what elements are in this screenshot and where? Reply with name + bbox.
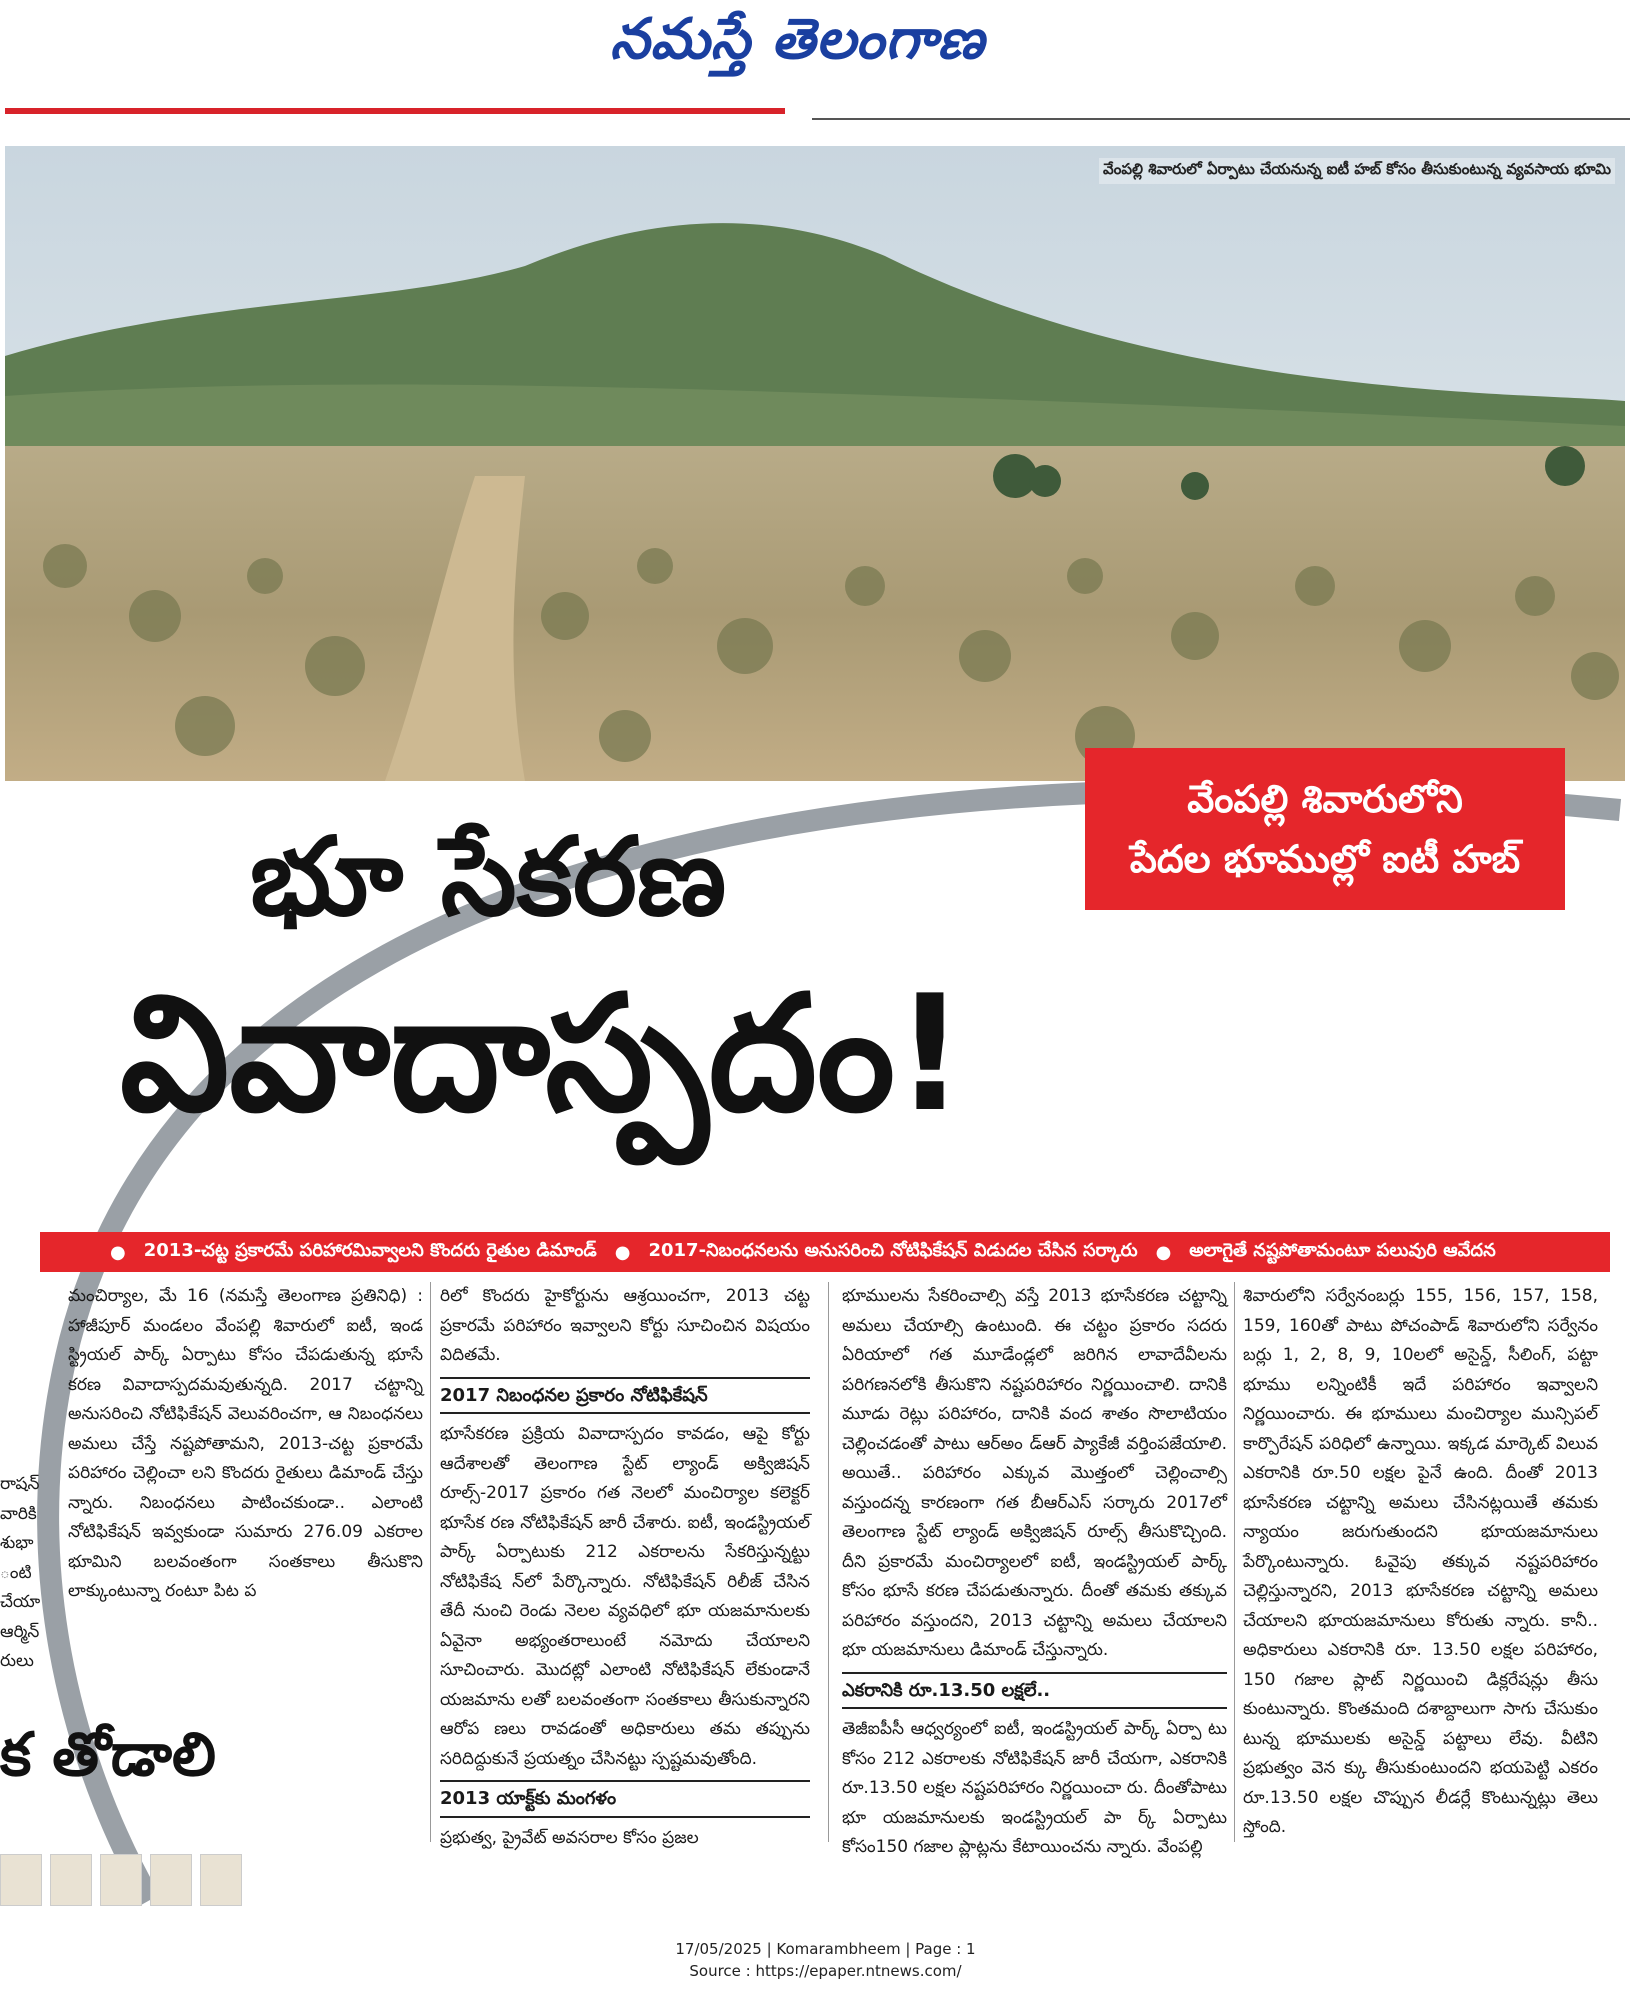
article-column-3 xyxy=(842,1282,1227,1863)
masthead-red-rule xyxy=(5,108,785,114)
deck-box xyxy=(1085,748,1565,910)
thumbnail-image xyxy=(50,1854,92,1906)
column-divider xyxy=(1234,1282,1235,1842)
fragment-line: చేయా xyxy=(0,1592,41,1612)
fragment-line: ంటి xyxy=(0,1562,32,1583)
adjacent-headline-fragment: క తోడాలి xyxy=(0,1720,216,1790)
masthead xyxy=(0,0,1651,130)
subheading: 2017 నిబంధనల ప్రకారం నోటిఫికేషన్ xyxy=(440,1377,810,1415)
footer-source-link[interactable]: Source : https://epaper.ntnews.com/ xyxy=(689,1962,962,1980)
summary-strap xyxy=(40,1232,1610,1272)
footer-edition-info: 17/05/2025 | Komarambheem | Page : 1 xyxy=(675,1940,976,1958)
subheading: ఎకరానికి రూ.13.50 లక్షలే.. xyxy=(842,1672,1227,1710)
fragment-line: శుభా xyxy=(0,1533,34,1553)
thumbnail-image xyxy=(100,1854,142,1906)
strap-item-1: 2013-చట్ట ప్రకారమే పరిహారమివ్వాలని కొందరు రైతుల డిమాండ్ xyxy=(143,1239,597,1261)
fragment-line: రాషన్ xyxy=(0,1474,40,1494)
farmland-hill-photo xyxy=(5,146,1625,781)
column-divider xyxy=(828,1282,829,1842)
strap-item-2: 2017-నిబంధనలను అనుసరించి నోటిఫికేషన్ విడుదల చేసిన సర్కారు xyxy=(648,1239,1138,1261)
adjacent-photo-strip xyxy=(0,1850,290,1910)
article-paragraph: ప్రభుత్వ, ప్రైవేట్ అవసరాల కోసం ప్రజల xyxy=(440,1827,699,1848)
newspaper-logo: నమస్తే తెలంగాణ xyxy=(610,6,985,72)
column-divider xyxy=(430,1282,431,1842)
thumbnail-image xyxy=(150,1854,192,1906)
news-photo xyxy=(5,146,1625,781)
article-column-2 xyxy=(440,1282,810,1853)
deck-line-1: వేంపల్లి శివారులోని xyxy=(1187,777,1463,821)
article-column-1 xyxy=(68,1282,423,1607)
page-footer xyxy=(0,1938,1651,1982)
bullet-icon: ● xyxy=(1155,1241,1172,1263)
article-paragraph: భూసేకరణ ప్రక్రియ వివాదాస్పదం కావడం, ఆపై కోర్టు ఆదేశాలతో తెలంగాణ స్టేట్ ల్యాండ్ అక్విజిషన్ రూల్స్-2017 ప్రకారం గత నెలలో మంచిర్యాల కలెక్టర్ భూసేక రణ నోటిఫికేషన్ జారీ చేశారు. ఐటీ, ఇండస్ట్రియల్ పార్క్ ఏర్పాటుకు 212 ఎకరాలను సేకరిస్తున్నట్టు నోటిఫికేష న్‌లో పేర్కొన్నారు. నోటిఫికేషన్ రిలీజ్ చేసిన తేదీ నుంచి రెండు నెలల వ్యవధిలో భూ యజమానులకు ఏవైనా అభ్యంతరాలుంటే నమోదు చేయాలని సూచించారు. మొదట్లో ఎలాంటి నోటిఫికేషన్ లేకుండానే యజమాను లతో బలవంతంగా సంతకాలు తీసుకున్నారని ఆరోప ణలు రావడంతో అధికారులు తమ తప్పును సరిదిద్దుకునే ప్రయత్నం చేసినట్టు స్పష్టమవుతోంది. xyxy=(440,1424,810,1769)
fragment-line: ఆర్మిన్ xyxy=(0,1621,40,1642)
headline-line-2: వివాదాస్పదం! xyxy=(120,960,965,1147)
subheading: 2013 యాక్ట్‌కు మంగళం xyxy=(440,1780,810,1818)
fragment-line: వారికి xyxy=(0,1503,37,1524)
article-paragraph: భూములను సేకరించాల్సి వస్తే 2013 భూసేకరణ చట్టాన్ని అమలు చేయాల్సి ఉంటుంది. ఈ చట్టం ప్రకారం సదరు ఏరియాలో గత మూడేండ్లలో జరిగిన లావాదేవీలను పరిగణనలోకి తీసుకొని నష్టపరిహారం నిర్ణయించాలి. దానికి మూడు రెట్లు పరిహారం, దానికి వంద శాతం సొలాటియం చెల్లించడంతో పాటు ఆర్అం డ్ఆర్ ప్యాకేజీ వర్తింపజేయాలి. అయితే.. పరిహారం ఎక్కువ మొత్తంలో చెల్లించాల్సి వస్తుందన్న కారణంగా గత బీఆర్ఎస్ సర్కారు 2017లో తెలంగాణ స్టేట్ ల్యాండ్ అక్విజిషన్ రూల్స్ తీసుకొచ్చింది. దీని ప్రకారమే మంచిర్యాలలో ఐటీ, ఇండస్ట్రియల్ పార్క్ కోసం భూసే కరణ చేపడుతున్నారు. దీంతో తమకు తక్కువ పరిహారం వస్తుందని, 2013 చట్టాన్ని అమలు చేయాలని భూ యజమానులు డిమాండ్ చేస్తున్నారు. xyxy=(842,1286,1227,1660)
headline-line-1: భూ సేకరణ xyxy=(250,815,727,940)
article-paragraph: రిలో కొందరు హైకోర్టును ఆశ్రయించగా, 2013 చట్ట ప్రకారమే పరిహారం ఇవ్వాలని కోర్టు సూచించిన విషయం విదితమే. xyxy=(440,1286,810,1365)
deck-line-2: పేదల భూముల్లో ఐటీ హబ్ xyxy=(1129,837,1521,881)
article-paragraph: శివారులోని సర్వేనంబర్లు 155, 156, 157, 158, 159, 160తో పాటు పోచంపాడ్ శివారులోని సర్వేనం బర్లు 1, 2, 8, 9, 10లలో అసైన్డ్, సీలింగ్, పట్టా భూము లన్నింటికీ ఇదే పరిహారం ఇవ్వాలని నిర్ణయించారు. ఈ భూములు మంచిర్యాల మున్సిపల్ కార్పొరేషన్ పరిధిలో ఉన్నాయి. ఇక్కడ మార్కెట్ విలువ ఎకరానికి రూ.50 లక్షల పైనే ఉంది. దీంతో 2013 భూసేకరణ చట్టాన్ని అమలు చేసినట్లయితే తమకు న్యాయం జరుగుతుందని భూయజమానులు పేర్కొంటున్నారు. ఓవైపు తక్కువ నష్టపరిహారం చెల్లిస్తున్నారని, 2013 భూసేకరణ చట్టాన్ని అమలు చేయాలని భూయజమానులు కోరుతు న్నారు. కానీ.. అధికారులు ఎకరానికి రూ. 13.50 లక్షల పరిహారం, 150 గజాల ప్లాట్ నిర్ణయించి డిక్లరేషన్లు తీసు కుంటున్నారు. కొంతమంది దశాబ్దాలుగా సాగు చేసుకుం టున్న భూములకు అసైన్డ్ పట్టాలు లేవు. వీటిని ప్రభుత్వం వెన క్కు తీసుకుంటుందని భయపెట్టి ఎకరం రూ.13.50 లక్షల చొప్పున లీడర్లే కొంటున్నట్లు తెలు స్తోంది. xyxy=(1243,1286,1598,1837)
bullet-icon: ● xyxy=(614,1241,631,1263)
article-column-4 xyxy=(1243,1282,1598,1843)
bullet-icon: ● xyxy=(110,1241,126,1263)
photo-caption: వేంపల్లి శివారులో ఏర్పాటు చేయనున్న ఐటీ హబ్ కోసం తీసుకుంటున్న వ్యవసాయ భూమి xyxy=(1099,158,1615,184)
article-paragraph: మంచిర్యాల, మే 16 (నమస్తే తెలంగాణ ప్రతినిధి) : హాజీపూర్ మండలం వేంపల్లి శివారులో ఐటీ, ఇండ స్ట్రియల్ పార్క్ ఏర్పాటు కోసం చేపడుతున్న భూసే కరణ వివాదాస్పదమవుతున్నది. 2017 చట్టాన్ని అనుసరించి నోటిఫికేషన్ వెలువరించగా, ఆ నిబంధనలు అమలు చేస్తే నష్టపోతామని, 2013-చట్ట ప్రకారమే పరిహారం చెల్లించా లని కొందరు రైతులు డిమాండ్ చేస్తు న్నారు. నిబంధనలు పాటించకుండా.. ఎలాంటి నోటిఫికేషన్ ఇవ్వకుండా సుమారు 276.09 ఎకరాల భూమిని బలవంతంగా సంతకాలు తీసుకొని లాక్కుంటున్నా రంటూ పిట ప xyxy=(68,1286,423,1601)
article-paragraph: తెజీఐపీసీ ఆధ్వర్యంలో ఐటీ, ఇండస్ట్రియల్ పార్క్ ఏర్పా టు కోసం 212 ఎకరాలకు నోటిఫికేషన్ జారీ చేయగా, ఎకరానికి రూ.13.50 లక్షల నష్టపరిహారం నిర్ణయించా రు. దీంతోపాటు భూ యజమానులకు ఇండస్ట్రియల్ పా ర్క్ ఏర్పాటు కోసం150 గజాల ప్లాట్లను కేటాయించను న్నారు. వేంపల్లి xyxy=(842,1719,1227,1857)
adjacent-article-fragment xyxy=(0,1470,48,1677)
thumbnail-image xyxy=(200,1854,242,1906)
fragment-line: రులు xyxy=(0,1651,34,1671)
thumbnail-image xyxy=(0,1854,42,1906)
masthead-grey-rule xyxy=(812,118,1630,120)
strap-item-3: అలాగైతే నష్టపోతామంటూ పలువురి ఆవేదన xyxy=(1189,1239,1496,1261)
